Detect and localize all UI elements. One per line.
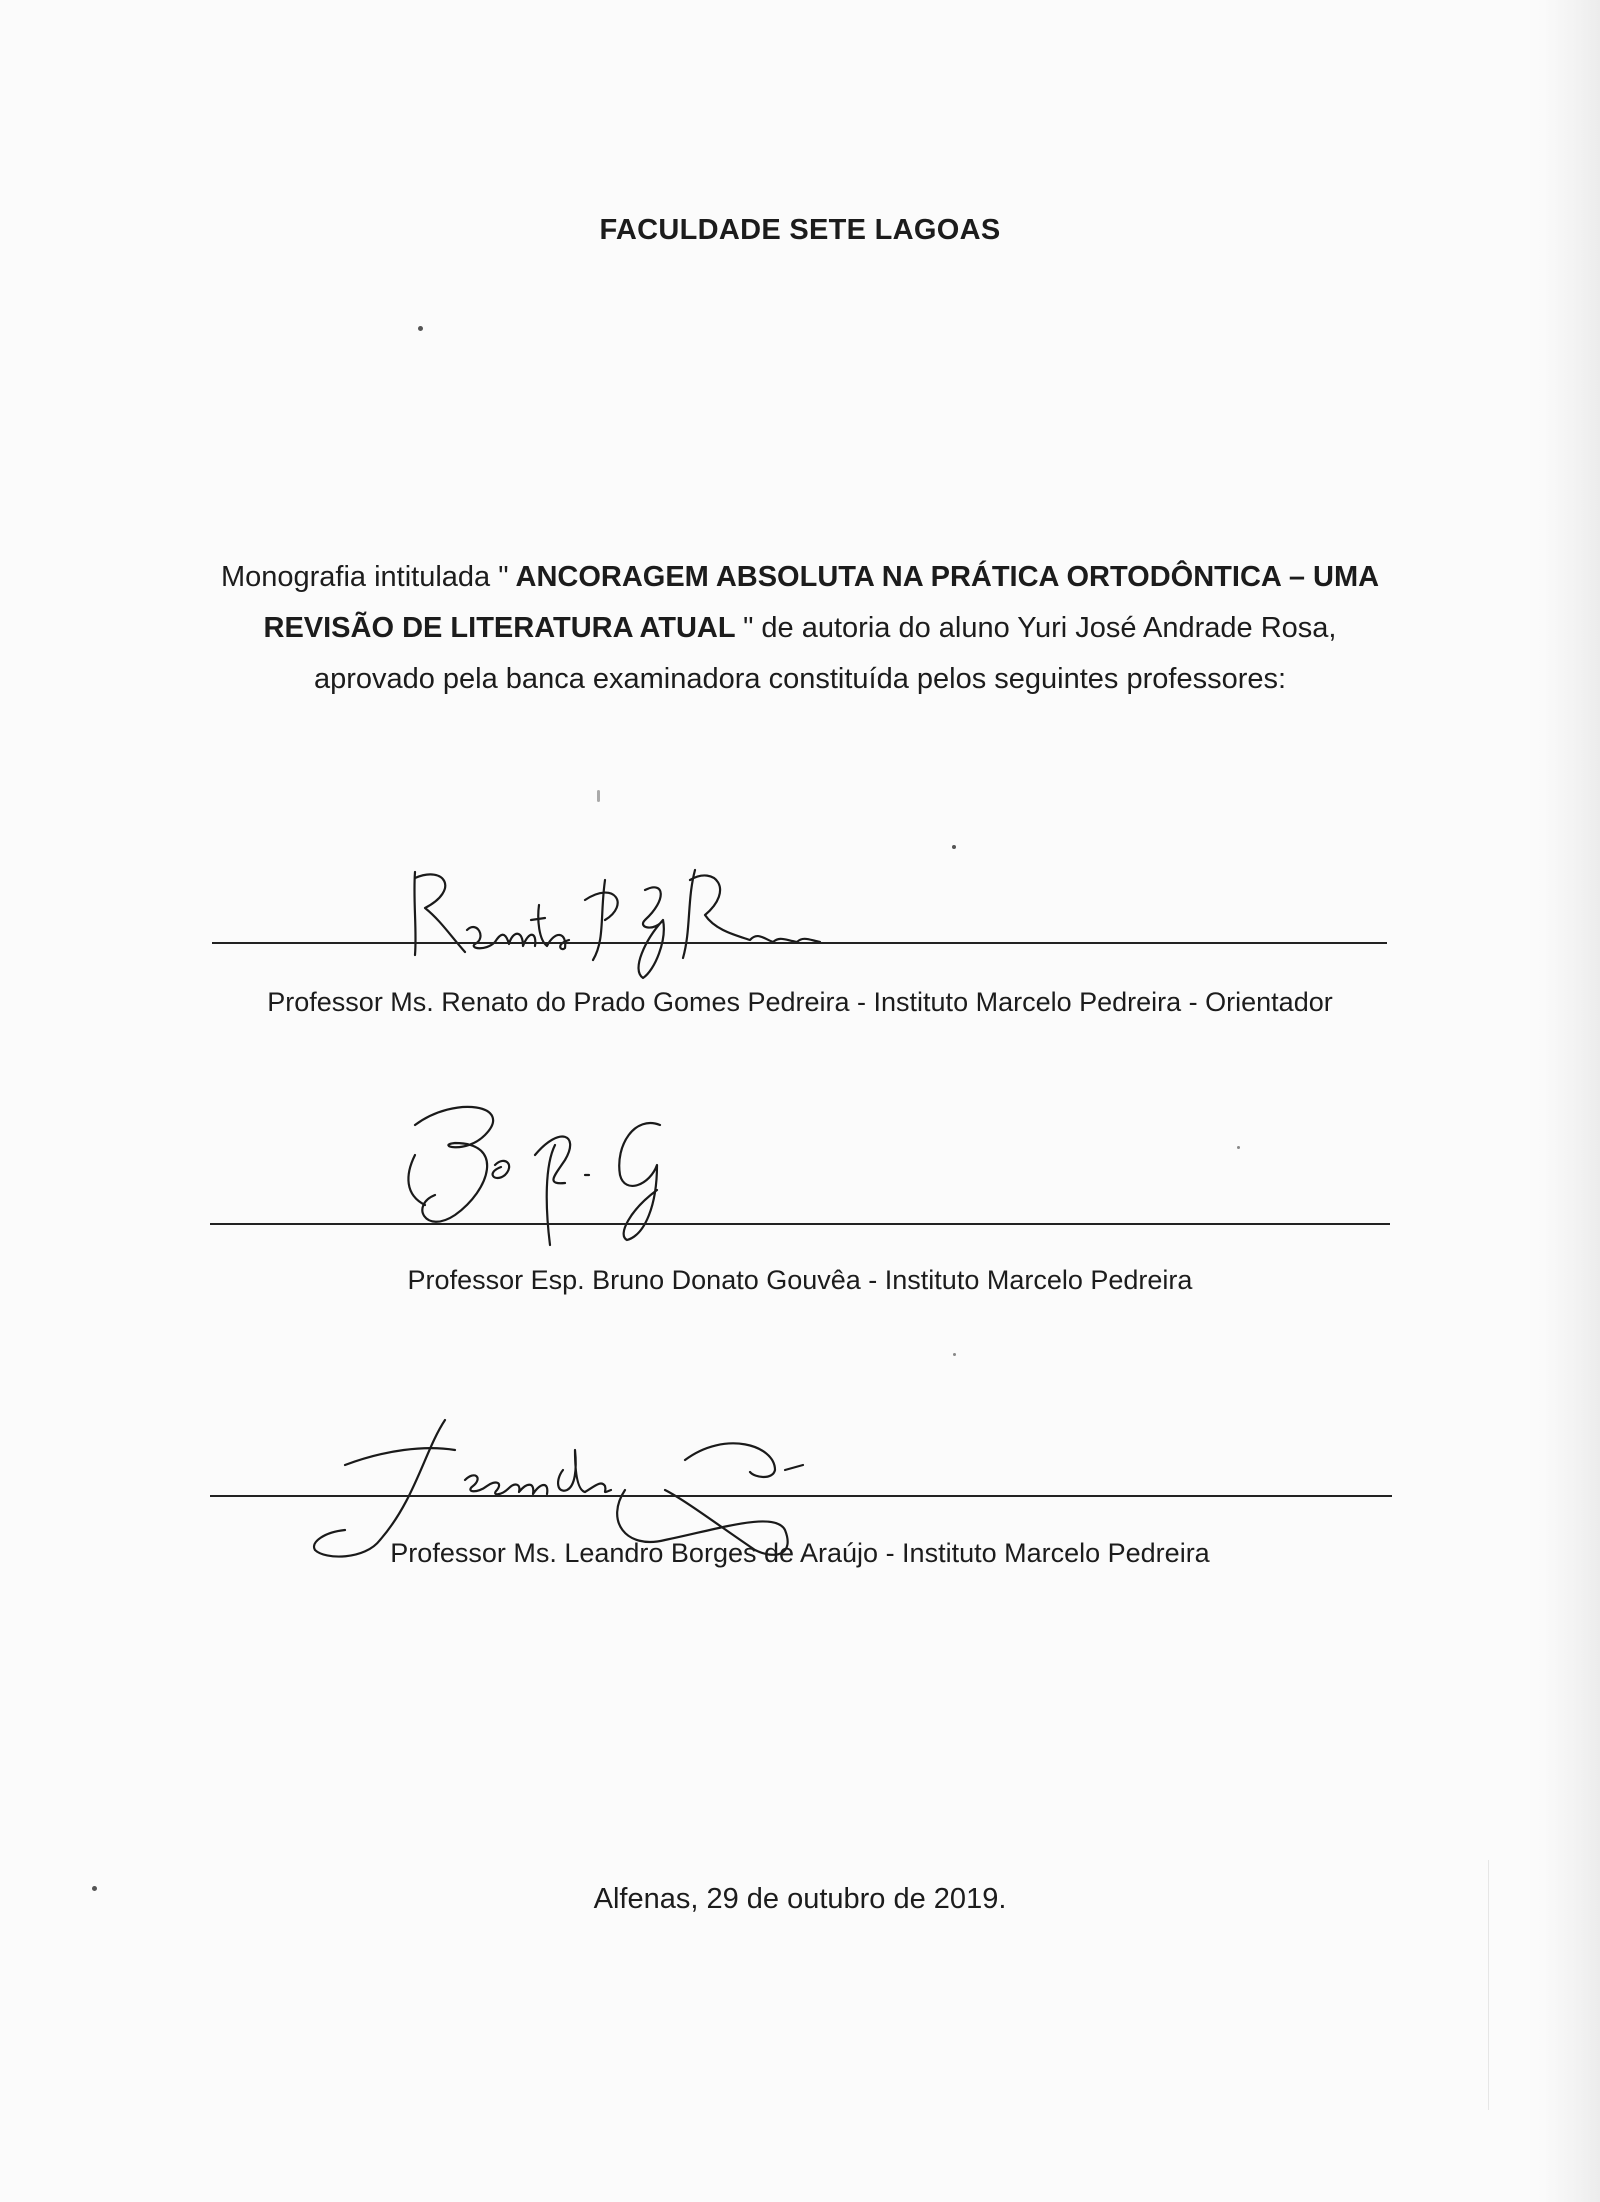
scan-speck (597, 790, 600, 802)
signatory-caption: Professor Ms. Leandro Borges de Araújo - Instituto Marcelo Pedreira (390, 1538, 1210, 1568)
statement-suffix: " de autoria do aluno Yuri José Andrade Rosa, aprovado pela banca examinadora constituída pelos seguintes professores: (313, 612, 1337, 695)
place-and-date: Alfenas, 29 de outubro de 2019. (593, 1883, 1007, 1915)
signatory-caption: Professor Ms. Renato do Prado Gomes Pedreira - Instituto Marcelo Pedreira - Orientador (267, 987, 1333, 1017)
monograph-title: ANCORAGEM ABSOLUTA NA PRÁTICA ORTODÔNTICA – UMA REVISÃO DE LITERATURA ATUAL (263, 561, 1380, 644)
scan-speck (952, 845, 956, 849)
scan-speck (418, 326, 423, 331)
signature-bruno (395, 1095, 695, 1255)
signature-renato (405, 860, 825, 980)
signature-line (212, 942, 1387, 944)
scan-speck (953, 1353, 956, 1356)
scan-speck (1237, 1146, 1240, 1149)
institution-heading: FACULDADE SETE LAGOAS (599, 214, 1001, 246)
statement-prefix: Monografia intitulada " (220, 561, 509, 593)
signature-line (210, 1495, 1392, 1497)
signature-line (210, 1223, 1390, 1225)
signatory-caption: Professor Esp. Bruno Donato Gouvêa - Instituto Marcelo Pedreira (407, 1265, 1193, 1295)
approval-statement (200, 552, 1400, 705)
